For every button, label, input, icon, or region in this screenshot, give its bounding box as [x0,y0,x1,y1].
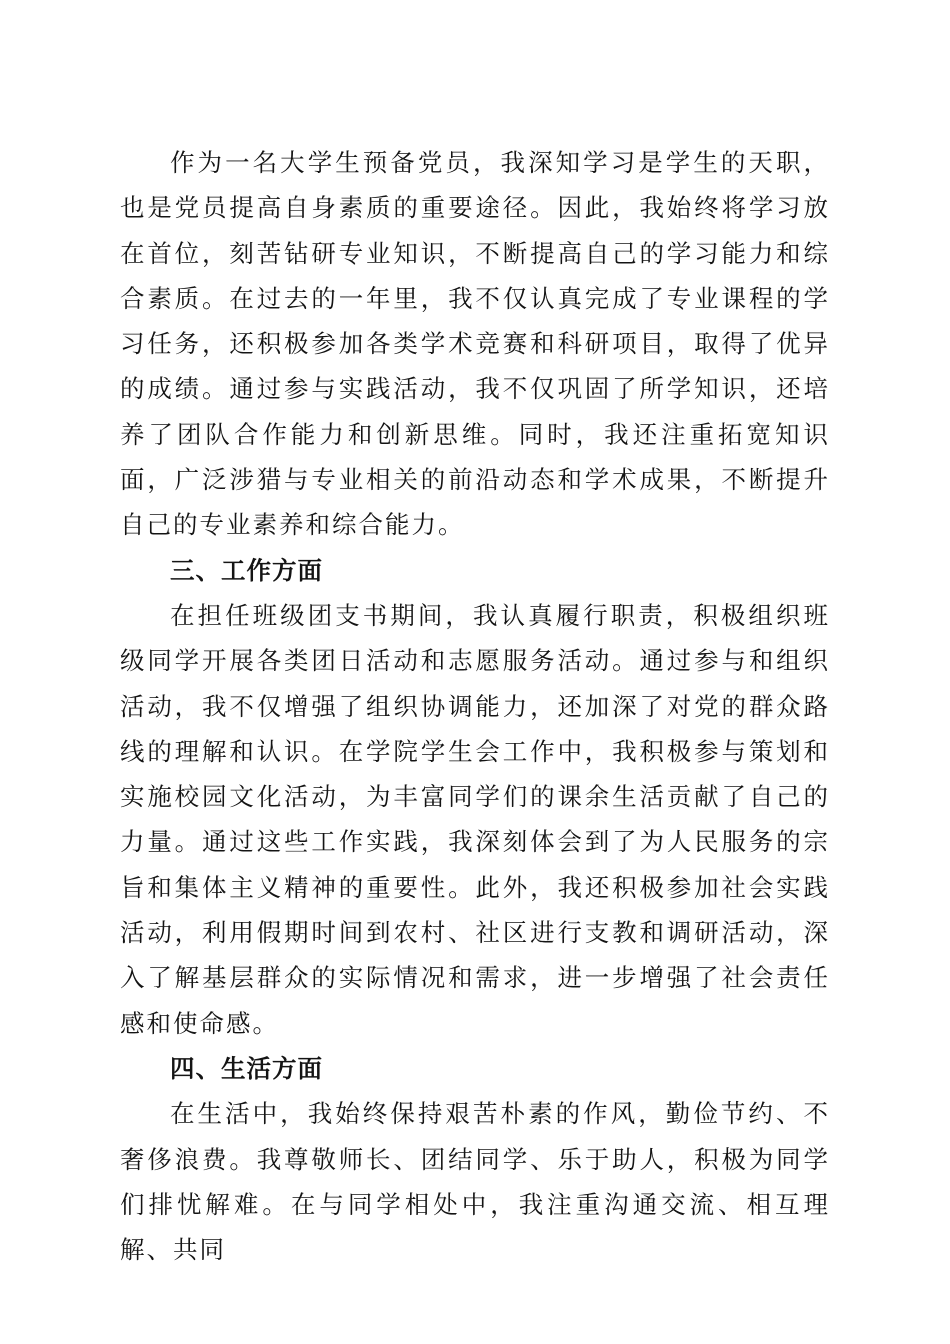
document-body [120,140,830,1272]
paragraph-work: 在担任班级团支书期间，我认真履行职责，积极组织班级同学开展各类团日活动和志愿服务活动。通过参与和组织活动，我不仅增强了组织协调能力，还加深了对党的群众路线的理解和认识。在学院学生会工作中，我积极参与策划和实施校园文化活动，为丰富同学们的课余生活贡献了自己的力量。通过这些工作实践，我深刻体会到了为人民服务的宗旨和集体主义精神的重要性。此外，我还积极参加社会实践活动，利用假期时间到农村、社区进行支教和调研活动，深入了解基层群众的实际情况和需求，进一步增强了社会责任感和使命感。 [120,600,830,1038]
paragraph-life: 在生活中，我始终保持艰苦朴素的作风，勤俭节约、不奢侈浪费。我尊敬师长、团结同学、乐于助人，积极为同学们排忧解难。在与同学相处中，我注重沟通交流、相互理解、共同 [120,1099,830,1265]
heading-life: 四、生活方面 [170,1053,323,1083]
paragraph-study: 作为一名大学生预备党员，我深知学习是学生的天职，也是党员提高自身素质的重要途径。因此，我始终将学习放在首位，刻苦钻研专业知识，不断提高自己的学习能力和综合素质。在过去的一年里，我不仅认真完成了专业课程的学习任务，还积极参加各类学术竞赛和科研项目，取得了优异的成绩。通过参与实践活动，我不仅巩固了所学知识，还培养了团队合作能力和创新思维。同时，我还注重拓宽知识面，广泛涉猎与专业相关的前沿动态和学术成果，不断提升自己的专业素养和综合能力。 [120,148,830,540]
heading-work: 三、工作方面 [170,555,323,585]
